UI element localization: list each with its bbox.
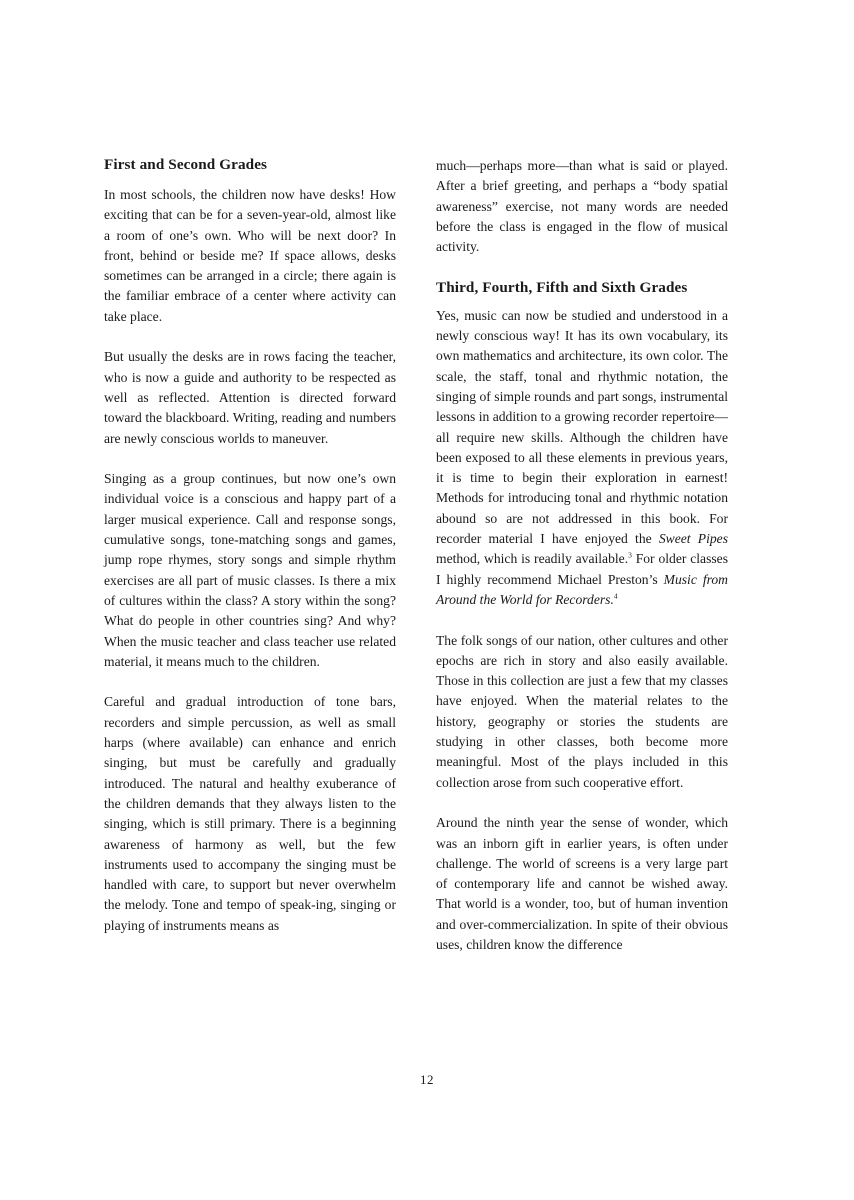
- page-number: 12: [420, 1072, 434, 1087]
- left-column: [104, 155, 396, 936]
- paragraph-music-studied: [436, 306, 728, 610]
- paragraph-continued: much—perhaps more—than what is said or played. After a brief greeting, and perhaps a “body spatial awareness” exercise, not many words are needed before the class is engaged in the flow of musical activity.: [436, 158, 728, 255]
- paragraph: Careful and gradual introduction of tone bars, recorders and simple percussion, as well as small harps (where available) can enhance and enrich singing, but must be carefully and gradually introduced. The natural and healthy exuberance of the children demands that they always listen to the singing, which is still primary. There is a beginning awareness of harmony as well, but the few instruments used to accompany the singing must be handled with care, to support but never overwhelm the melody. Tone and tempo of speak-ing, singing or playing of instruments means as: [104, 694, 396, 933]
- paragraph: Around the ninth year the sense of wonder, which was an inborn gift in earlier years, is often under challenge. The world of screens is a very large part of contemporary life and cannot be wished away. That world is a wonder, too, but of human invention and over-commercialization. In spite of their obvious uses, children know the difference: [436, 815, 728, 952]
- footnote-ref-3: 3: [628, 550, 632, 560]
- text-run: method, which is readily available.: [436, 551, 629, 567]
- book-title-sweet-pipes: Sweet Pipes: [658, 531, 728, 547]
- book-title-music-from-around-the-world: Music from Around the World for Recorders.: [436, 571, 729, 607]
- paragraph: In most schools, the children now have desks! How exciting that can be for a seven-year-old, almost like a room of one’s own. Who will be next door? In front, behind or beside me? If space allows, desks sometimes can be arranged in a circle; there again is the familiar embrace of a center where activity can take place.: [104, 187, 396, 324]
- paragraph: But usually the desks are in rows facing the teacher, who is now a guide and authority to be respected as well as reflected. Attention is directed forward toward the blackboard. Writing, reading and numbers are newly conscious worlds to maneuver.: [104, 349, 396, 446]
- paragraph: Singing as a group continues, but now one’s own individual voice is a conscious and happy part of a larger musical experience. Call and response songs, cumulative songs, tone-matching songs and games, jump rope rhymes, story songs and simple rhythm exercises are all part of music classes. Is there a mix of cultures within the class? A story within the song? What do people in other countries sing? And why? When the music teacher and class teacher use related material, it means much to the children.: [104, 471, 396, 669]
- text-run: For older classes I highly recommend Michael Preston’s: [436, 551, 728, 587]
- section-heading-first-second-grades: First and Second Grades: [104, 156, 268, 173]
- section-heading-third-to-sixth-grades: Third, Fourth, Fifth and Sixth Grades: [436, 278, 688, 296]
- right-column: [436, 156, 728, 955]
- text-run: Yes, music can now be studied and understood in a newly conscious way! It has its own vocabulary, its own mathematics and architecture, its own color. The scale, the staff, tonal and rhythmic notation, the singing of simple rounds and part songs, instrumental lessons in addition to a growing recorder repertoire—all require new skills. Although the children have been exposed to all these elements in previous years, it is time to begin their exploration in earnest! Methods for introducing tonal and rhythmic notation abound so are not addressed in this book. For recorder material I have enjoyed the: [436, 307, 728, 547]
- footnote-ref-4: 4: [613, 591, 618, 601]
- paragraph: The folk songs of our nation, other cultures and other epochs are rich in story and also easily available. Those in this collection are just a few that my classes have enjoyed. When the material relates to the history, geography or stories the students are studying in other classes, both become more meaningful. Most of the plays included in this collection arose from such cooperative effort.: [436, 632, 728, 790]
